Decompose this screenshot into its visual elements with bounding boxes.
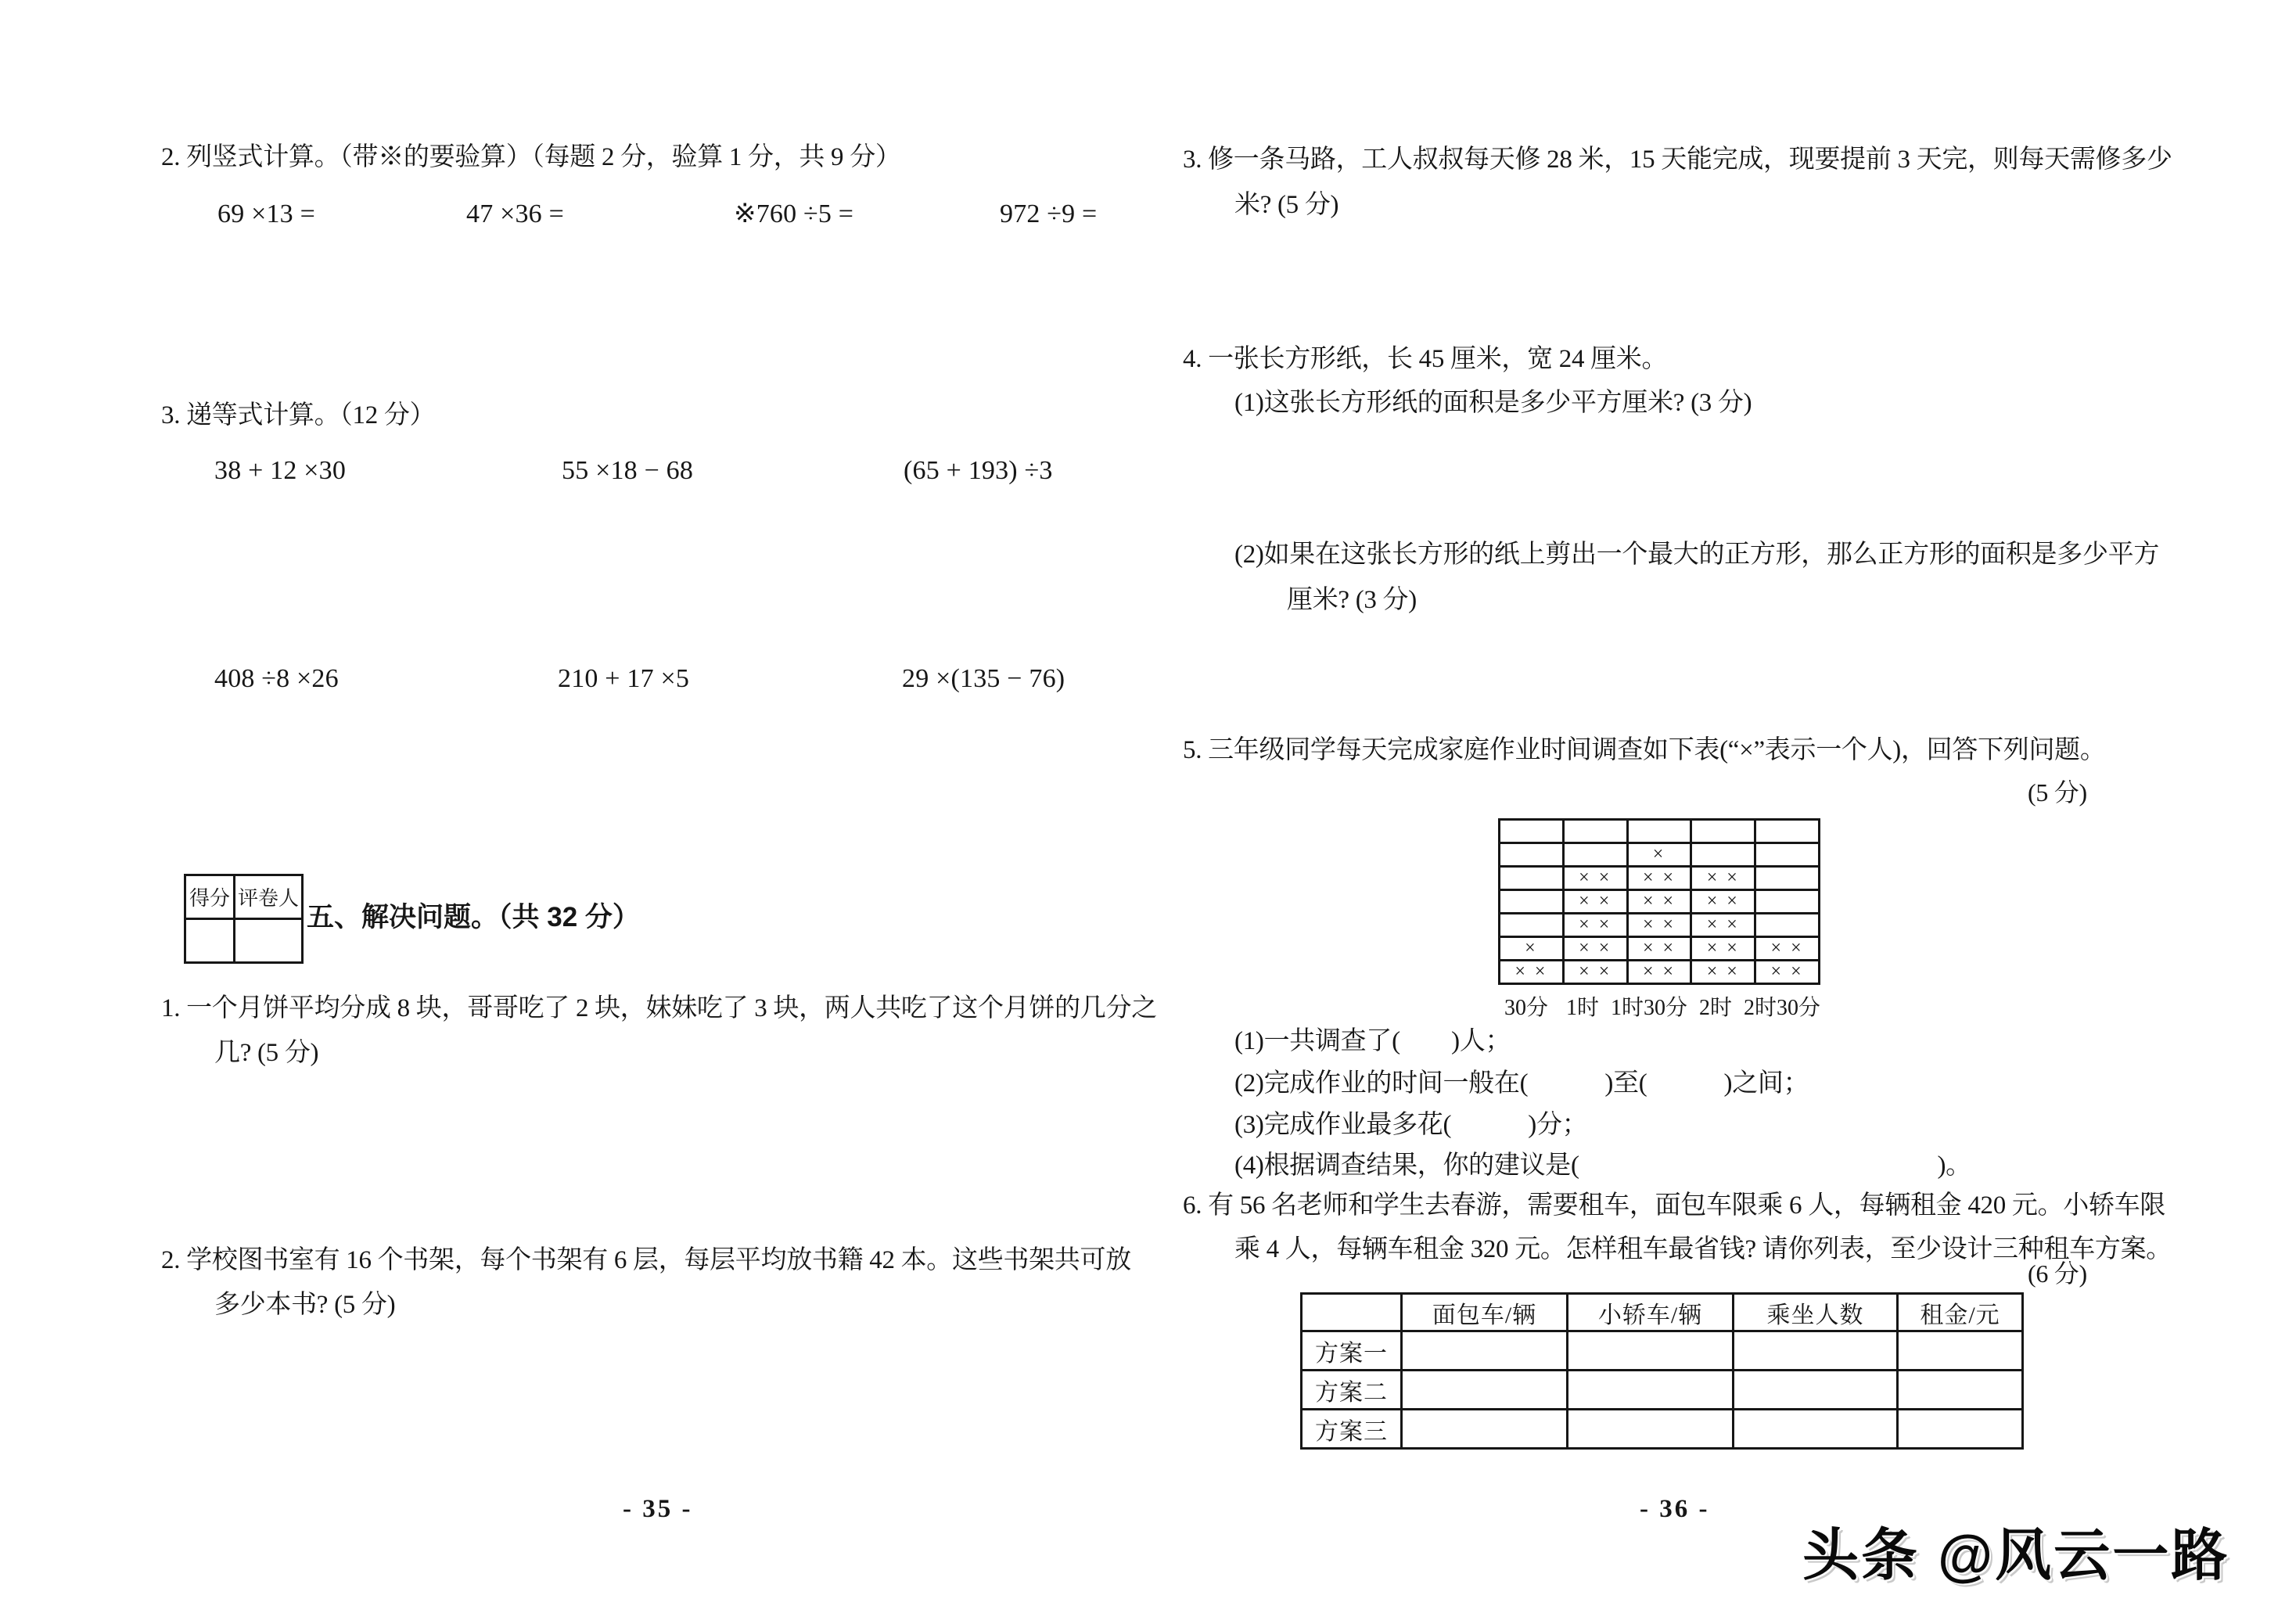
axis-label-2h: 2时 bbox=[1698, 996, 1732, 1020]
table-cell: × × bbox=[1627, 867, 1691, 890]
grader-label: 评卷人 bbox=[235, 875, 303, 919]
table-cell: × × bbox=[1691, 961, 1755, 984]
problem1-line2: 几? (5 分) bbox=[214, 1039, 319, 1067]
plan-header-blank bbox=[1302, 1294, 1402, 1331]
page-number-35: - 35 - bbox=[623, 1495, 693, 1523]
problem5-score: (5 分) bbox=[2028, 778, 2087, 807]
table-row bbox=[1500, 914, 1820, 937]
table-cell bbox=[1500, 914, 1564, 937]
q3-expression-4: 408 ÷8 ×26 bbox=[214, 664, 339, 693]
table-cell bbox=[1755, 890, 1820, 914]
score-blank-cell bbox=[185, 919, 235, 963]
page-number-36: - 36 - bbox=[1640, 1495, 1710, 1523]
table-cell bbox=[1500, 890, 1564, 914]
table-cell bbox=[1402, 1410, 1568, 1449]
table-cell: 方案二 bbox=[1302, 1371, 1402, 1410]
table-cell bbox=[1734, 1331, 1898, 1371]
q3-expression-1: 38 + 12 ×30 bbox=[214, 456, 347, 485]
q3-expression-6: 29 ×(135 − 76) bbox=[902, 664, 1065, 693]
table-cell bbox=[1898, 1331, 2023, 1371]
table-cell: × × bbox=[1563, 961, 1627, 984]
axis-label-30min: 30分 bbox=[1504, 996, 1548, 1020]
table-cell bbox=[1568, 1371, 1734, 1410]
problem5-line1: 5. 三年级同学每天完成家庭作业时间调查如下表(“×”表示一个人)，回答下列问题。 bbox=[1183, 736, 2106, 764]
problem4-heading: 4. 一张长方形纸，长 45 厘米，宽 24 厘米。 bbox=[1183, 345, 1668, 373]
axis-label-2h30: 2时30分 bbox=[1743, 996, 1820, 1020]
plan-header-people: 乘坐人数 bbox=[1734, 1294, 1898, 1331]
problem6-line2: 乘 4 人，每辆车租金 320 元。怎样租车最省钱? 请你列表，至少设计三种租车方案。 bbox=[1234, 1235, 2172, 1263]
q3-heading: 3. 递等式计算。（12 分） bbox=[161, 401, 436, 429]
table-cell bbox=[1898, 1410, 2023, 1449]
table-cell bbox=[1402, 1331, 1568, 1371]
table-row bbox=[1500, 961, 1820, 984]
plan-header-rent: 租金/元 bbox=[1898, 1294, 2023, 1331]
rental-plan-table bbox=[1300, 1292, 2024, 1450]
table-row bbox=[1302, 1331, 2023, 1371]
table-cell bbox=[1568, 1410, 1734, 1449]
watermark-text: 头条 @风云一路 bbox=[1802, 1525, 2230, 1587]
table-cell: × × bbox=[1691, 867, 1755, 890]
problem3-line1: 3. 修一条马路，工人叔叔每天修 28 米，15 天能完成，现要提前 3 天完，则每天需修多少 bbox=[1183, 146, 2172, 174]
grader-blank-cell bbox=[235, 919, 303, 963]
table-cell bbox=[1734, 1410, 1898, 1449]
q2-heading: 2. 列竖式计算。（带※的要验算）（每题 2 分，验算 1 分，共 9 分） bbox=[161, 143, 901, 171]
table-cell: × bbox=[1500, 937, 1564, 961]
problem4-sub2-line1: (2)如果在这张长方形的纸上剪出一个最大的正方形，那么正方形的面积是多少平方 bbox=[1234, 541, 2160, 569]
table-cell: 方案三 bbox=[1302, 1410, 1402, 1449]
q3-expression-5: 210 + 17 ×5 bbox=[558, 664, 690, 693]
table-cell bbox=[1563, 843, 1627, 867]
table-cell: × × bbox=[1563, 937, 1627, 961]
table-cell: × × bbox=[1627, 890, 1691, 914]
table-cell bbox=[1691, 820, 1755, 843]
table-cell: × × bbox=[1500, 961, 1564, 984]
problem4-sub1: (1)这张长方形纸的面积是多少平方厘米? (3 分) bbox=[1234, 389, 1752, 417]
problem2-line2: 多少本书? (5 分) bbox=[214, 1291, 396, 1319]
survey-tally-table bbox=[1498, 818, 1820, 985]
plan-header-row bbox=[1302, 1294, 2023, 1331]
problem6-score: (6 分) bbox=[2028, 1259, 2087, 1288]
axis-label-1h30: 1时30分 bbox=[1610, 996, 1687, 1020]
section5-heading: 五、解决问题。（共 32 分） bbox=[307, 902, 640, 932]
problem4-sub2-line2: 厘米? (3 分) bbox=[1287, 586, 1417, 614]
table-cell: 方案一 bbox=[1302, 1331, 1402, 1371]
q2-equation-4: 972 ÷9 = bbox=[1000, 199, 1098, 228]
table-cell: × × bbox=[1755, 961, 1820, 984]
q2-equation-1: 69 ×13 = bbox=[217, 199, 315, 228]
table-cell: × × bbox=[1755, 937, 1820, 961]
table-cell bbox=[1500, 867, 1564, 890]
table-cell bbox=[1568, 1331, 1734, 1371]
survey-axis-labels bbox=[1498, 990, 1820, 1022]
table-cell: × × bbox=[1563, 867, 1627, 890]
problem3-line2: 米? (5 分) bbox=[1234, 191, 1339, 219]
problem5-sub1: (1)一共调查了( )人； bbox=[1234, 1027, 1511, 1055]
table-cell bbox=[1627, 820, 1691, 843]
q2-equation-2: 47 ×36 = bbox=[466, 199, 564, 228]
plan-header-car: 小轿车/辆 bbox=[1568, 1294, 1734, 1331]
table-cell: × × bbox=[1691, 890, 1755, 914]
table-cell bbox=[1755, 820, 1820, 843]
q3-expression-2: 55 ×18 − 68 bbox=[562, 456, 694, 485]
table-cell bbox=[1691, 843, 1755, 867]
problem5-sub2: (2)完成作业的时间一般在( )至( )之间； bbox=[1234, 1069, 1809, 1098]
table-cell bbox=[1500, 843, 1564, 867]
table-cell bbox=[1755, 867, 1820, 890]
table-cell: × × bbox=[1563, 914, 1627, 937]
table-cell bbox=[1402, 1371, 1568, 1410]
q2-equation-3: ※760 ÷5 = bbox=[734, 199, 854, 228]
table-row bbox=[1302, 1371, 2023, 1410]
table-cell: × × bbox=[1691, 914, 1755, 937]
plan-header-van: 面包车/辆 bbox=[1402, 1294, 1568, 1331]
problem2-line1: 2. 学校图书室有 16 个书架，每个书架有 6 层，每层平均放书籍 42 本。这些书架共可放 bbox=[161, 1246, 1131, 1274]
axis-label-1h: 1时 bbox=[1565, 996, 1599, 1020]
table-row bbox=[1500, 843, 1820, 867]
problem1-line1: 1. 一个月饼平均分成 8 块，哥哥吃了 2 块，妹妹吃了 3 块，两人共吃了这个月饼的几分之 bbox=[161, 994, 1157, 1022]
table-cell: × bbox=[1627, 843, 1691, 867]
table-cell: × × bbox=[1691, 937, 1755, 961]
table-cell: × × bbox=[1627, 961, 1691, 984]
score-label: 得分 bbox=[185, 875, 235, 919]
problem5-sub4: (4)根据调查结果，你的建议是( )。 bbox=[1234, 1152, 1971, 1180]
table-cell: × × bbox=[1627, 914, 1691, 937]
table-row bbox=[1500, 867, 1820, 890]
problem5-sub3: (3)完成作业最多花( )分； bbox=[1234, 1111, 1588, 1139]
score-box bbox=[184, 874, 304, 964]
table-cell bbox=[1500, 820, 1564, 843]
table-cell bbox=[1734, 1371, 1898, 1410]
q3-expression-3: (65 + 193) ÷3 bbox=[904, 456, 1053, 485]
table-row bbox=[1500, 820, 1820, 843]
table-row bbox=[1500, 890, 1820, 914]
table-cell bbox=[1755, 843, 1820, 867]
table-cell: × × bbox=[1627, 937, 1691, 961]
table-cell bbox=[1898, 1371, 2023, 1410]
problem6-line1: 6. 有 56 名老师和学生去春游，需要租车，面包车限乘 6 人，每辆租金 420 元。小轿车限 bbox=[1183, 1191, 2166, 1220]
table-row bbox=[1302, 1410, 2023, 1449]
table-cell bbox=[1755, 914, 1820, 937]
table-row bbox=[1500, 937, 1820, 961]
table-cell: × × bbox=[1563, 890, 1627, 914]
table-cell bbox=[1563, 820, 1627, 843]
